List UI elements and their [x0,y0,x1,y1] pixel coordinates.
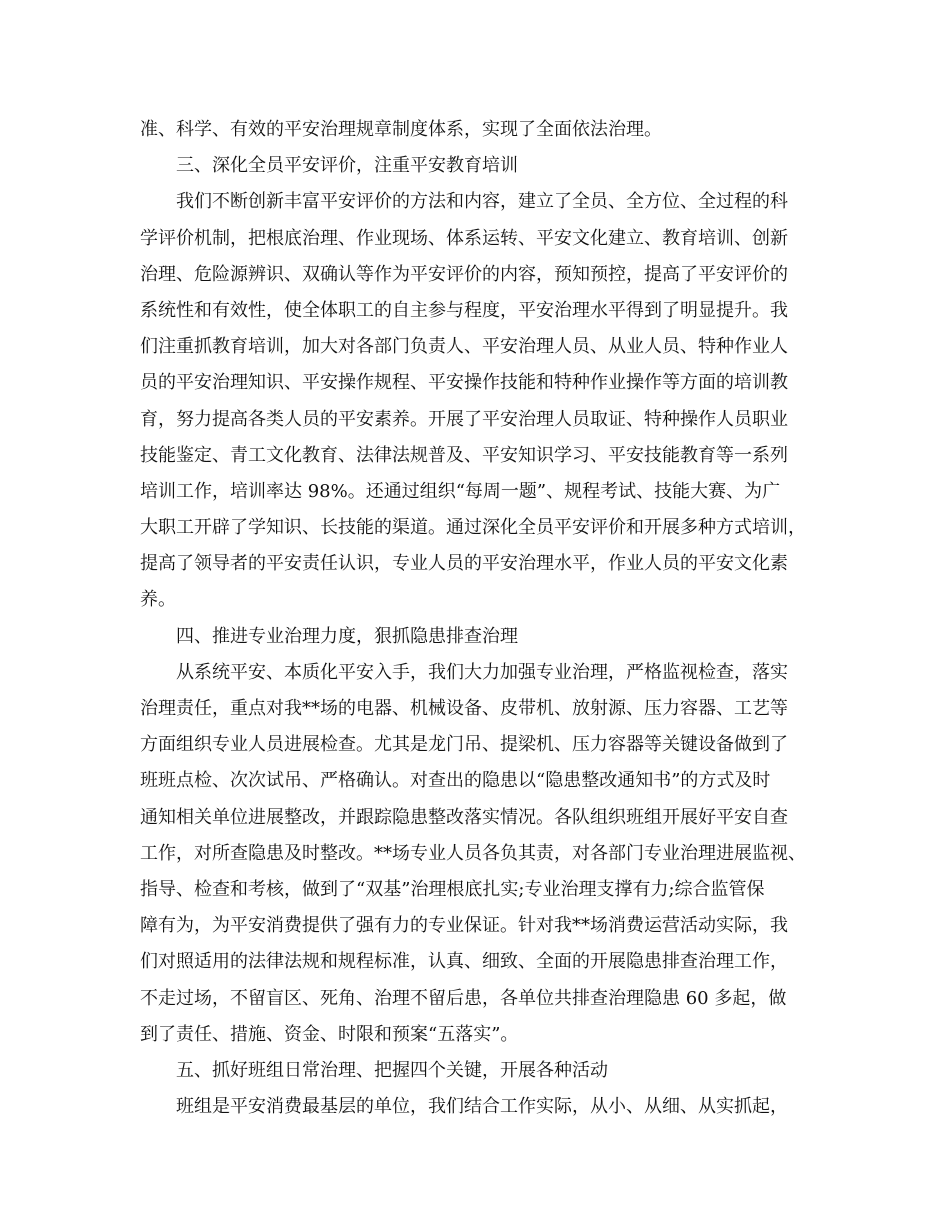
text-line: 方面组织专业人员进展检查。尤其是龙门吊、提梁机、压力容器等关键设备做到了 [140,734,788,756]
text-line: 准、科学、有效的平安治理规章制度体系，实现了全面依法治理。 [140,119,662,140]
text-line: 养。 [140,589,176,611]
text-line: 技能鉴定、青工文化教育、法律法规普及、平安知识学习、平安技能教育等一系列 [140,444,788,466]
text-line: 治理、危险源辨识、双确认等作为平安评价的内容，预知预控，提高了平安评价的 [140,263,788,285]
text-line: 四、推进专业治理力度，狠抓隐患排查治理 [176,625,518,647]
text-line: 我们不断创新丰富平安评价的方法和内容，建立了全员、全方位、全过程的科 [176,191,788,213]
text-line: 通知相关单位进展整改，并跟踪隐患整改落实情况。各队组织班组开展好平安自查 [140,806,788,828]
text-line: 们对照适用的法律法规和规程标准，认真、细致、全面的开展隐患排查治理工作， [140,951,788,973]
text-line: 治理责任，重点对我**场的电器、机械设备、皮带机、放射源、压力容器、工艺等 [140,698,788,719]
text-line: 提高了领导者的平安责任认识，专业人员的平安治理水平，作业人员的平安文化素 [140,553,788,575]
text-line: 班组是平安消费最基层的单位，我们结合工作实际，从小、从细、从实抓起， [176,1096,788,1118]
text-line: 培训工作，培训率达 98%。还通过组织“每周一题”、规程考试、技能大赛、为广 [140,480,781,502]
text-line: 系统性和有效性，使全体职工的自主参与程度，平安治理水平得到了明显提升。我 [140,299,788,321]
text-line: 从系统平安、本质化平安入手，我们大力加强专业治理，严格监视检查，落实 [176,661,788,683]
text-line: 育，努力提高各类人员的平安素养。开展了平安治理人员取证、特种操作人员职业 [140,408,788,430]
text-line: 三、深化全员平安评价，注重平安教育培训 [176,155,518,177]
text-line: 大职工开辟了学知识、长技能的渠道。通过深化全员平安评价和开展多种方式培训， [140,517,806,539]
text-line: 到了责任、措施、资金、时限和预案“五落实”。 [140,1023,519,1045]
text-line: 学评价机制，把根底治理、作业现场、体系运转、平安文化建立、教育培训、创新 [140,227,788,249]
text-line: 员的平安治理知识、平安操作规程、平安操作技能和特种作业操作等方面的培训教 [140,372,788,394]
document-body [140,112,840,1125]
text-line: 们注重抓教育培训，加大对各部门负责人、平安治理人员、从业人员、特种作业人 [140,336,788,358]
text-line: 五、抓好班组日常治理、把握四个关键，开展各种活动 [176,1059,608,1081]
text-line: 障有为，为平安消费提供了强有力的专业保证。针对我**场消费运营活动实际，我 [140,915,788,937]
text-line: 班班点检、次次试吊、严格确认。对查出的隐患以“隐患整改通知书”的方式及时 [140,770,771,792]
text-line: 指导、检查和考核，做到了“双基”治理根底扎实;专业治理支撑有力;综合监管保 [140,878,765,900]
text-line: 不走过场，不留盲区、死角、治理不留后患，各单位共排查治理隐患 60 多起，做 [140,987,787,1009]
text-line: 工作，对所查隐患及时整改。**场专业人员各负其责，对各部门专业治理进展监视、 [140,842,806,864]
